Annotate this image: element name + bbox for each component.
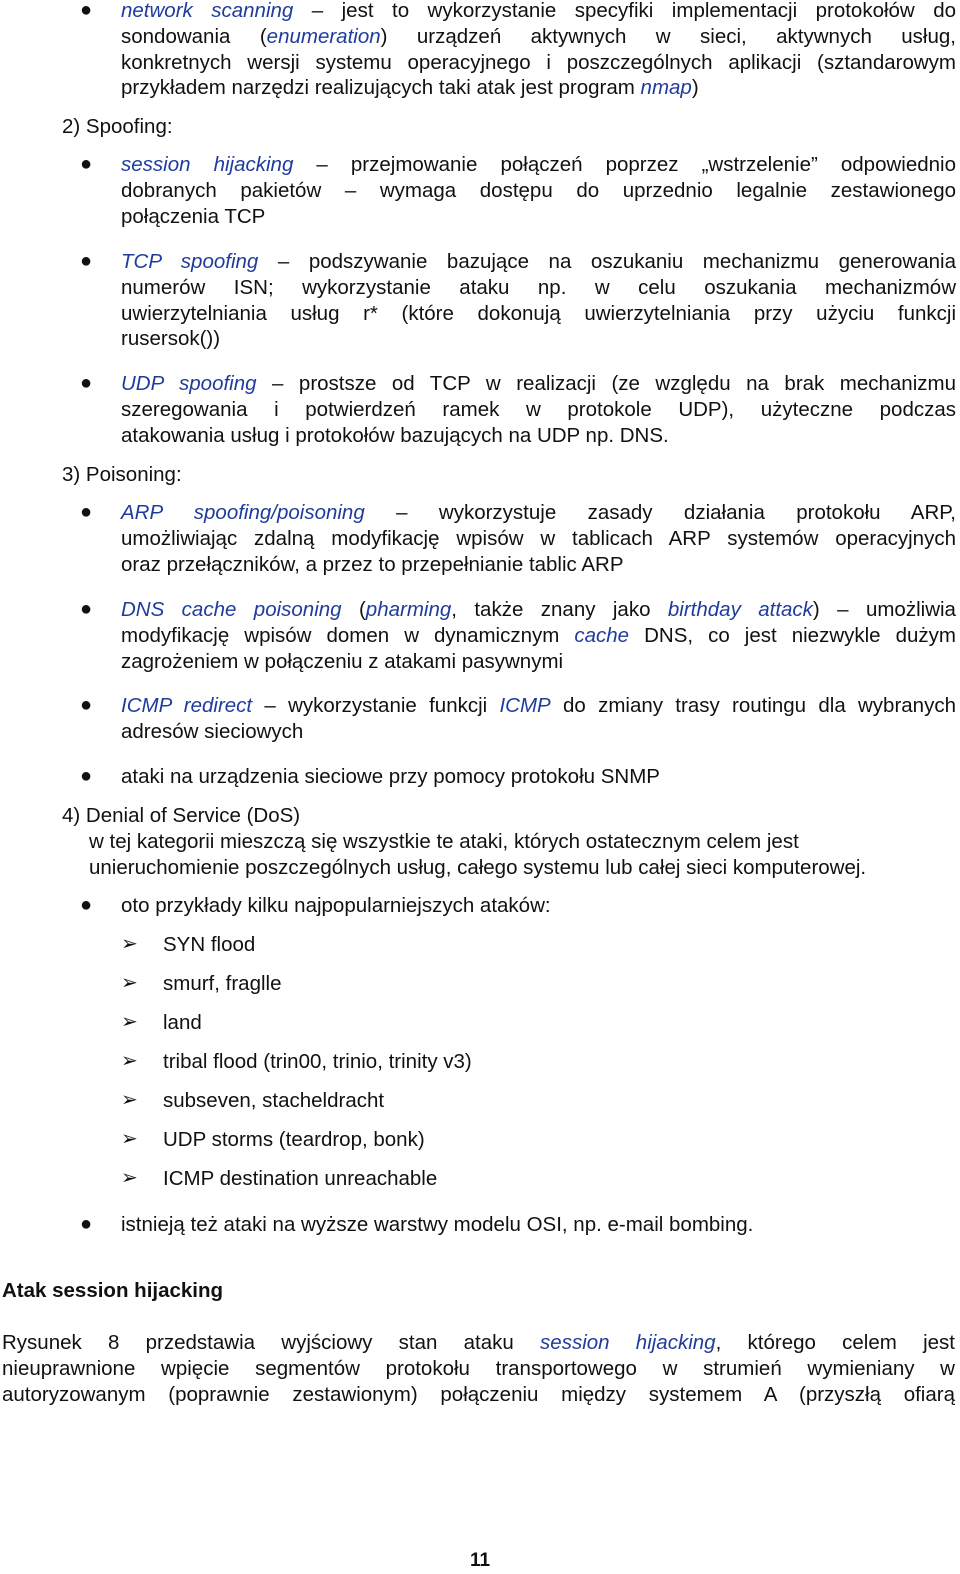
dos-description-line-2: unieruchomienie poszczególnych usług, całego systemu lub całej sieci komputerowej. xyxy=(89,856,867,879)
attack-example: tribal flood (trin00, trinio, trinity v3) xyxy=(163,1050,472,1073)
list-item-snmp: ataki na urządzenia sieciowe przy pomocy protokołu SNMP xyxy=(121,765,660,788)
attack-example: UDP storms (teardrop, bonk) xyxy=(163,1128,425,1151)
section-title: Atak session hijacking xyxy=(2,1279,224,1302)
arrow-bullet-icon: ➢ xyxy=(121,1089,138,1111)
bullet-icon: ● xyxy=(80,1213,93,1235)
list-item-arp-poisoning: ARP spoofing/poisoning – wykorzystuje zasady działania protokołu ARP, umożliwiając zdalną modyfikację wpisów w tablicach ARP systemów operacyjnych oraz przełączników, a przez to przepełnianie tablic ARP xyxy=(121,501,956,576)
attack-example: land xyxy=(163,1011,202,1034)
arrow-bullet-icon: ➢ xyxy=(121,972,138,994)
list-item-dns-cache-poisoning: DNS cache poisoning (pharming, także znany jako birthday attack) – umożliwia modyfikację wpisów domen w dynamicznym cache DNS, co jest niezwykle dużym zagrożeniem w połączeniu z atakami pasywnymi xyxy=(121,598,956,673)
arrow-bullet-icon: ➢ xyxy=(121,1128,138,1150)
list-item-session-hijacking: session hijacking – przejmowanie połączeń poprzez „wstrzelenie” odpowiednio dobranych pakietów – wymaga dostępu do uprzednio legalnie zestawionego połączenia TCP xyxy=(121,153,956,228)
bullet-icon: ● xyxy=(80,0,93,21)
section-heading-dos: 4) Denial of Service (DoS) xyxy=(62,804,301,827)
arrow-bullet-icon: ➢ xyxy=(121,1167,138,1189)
page-number: 11 xyxy=(469,1550,491,1571)
bullet-icon: ● xyxy=(80,501,93,523)
dos-description-line-1: w tej kategorii mieszczą się wszystkie te ataki, których ostatecznym celem jest xyxy=(89,830,799,853)
body-paragraph: Rysunek 8 przedstawia wyjściowy stan ataku session hijacking, którego celem jest nieuprawnione wpięcie segmentów protokołu transportowego w strumień wymieniany w autoryzowanym (poprawnie zestawionym) połączeniu między systemem A (przyszłą ofiarą xyxy=(2,1331,955,1406)
bullet-icon: ● xyxy=(80,250,93,272)
arrow-bullet-icon: ➢ xyxy=(121,1011,138,1033)
section-heading-poisoning: 3) Poisoning: xyxy=(62,463,182,486)
attack-example: ICMP destination unreachable xyxy=(163,1167,438,1190)
attack-example: SYN flood xyxy=(163,933,256,956)
bullet-icon: ● xyxy=(80,894,93,916)
bullet-icon: ● xyxy=(80,694,93,716)
arrow-bullet-icon: ➢ xyxy=(121,933,138,955)
bullet-icon: ● xyxy=(80,153,93,175)
list-item-higher-layers: istnieją też ataki na wyższe warstwy modelu OSI, np. e-mail bombing. xyxy=(121,1213,754,1236)
list-item-tcp-spoofing: TCP spoofing – podszywanie bazujące na oszukaniu mechanizmu generowania numerów ISN; wykorzystanie ataku np. w celu oszukania mechanizmów uwierzytelniania usług r* (które dokonują uwierzytelniania przy użyciu funkcji rusersok()) xyxy=(121,250,956,351)
arrow-bullet-icon: ➢ xyxy=(121,1050,138,1072)
bullet-icon: ● xyxy=(80,372,93,394)
term-network-scanning: network scanning xyxy=(121,0,294,22)
list-item-network-scanning: network scanning – jest to wykorzystanie specyfiki implementacji protokołów do sondowania (enumeration) urządzeń aktywnych w sieci, aktywnych usług, konkretnych wersji systemu operacyjnego i poszczególnych aplikacji (sztandarowym przykładem narzędzi realizujących taki atak jest program nmap) xyxy=(121,0,956,100)
attack-example: smurf, fraglle xyxy=(163,972,282,995)
section-heading-spoofing: 2) Spoofing: xyxy=(62,115,173,138)
list-item-examples-intro: oto przykłady kilku najpopularniejszych ataków: xyxy=(121,894,551,917)
list-item-udp-spoofing: UDP spoofing – prostsze od TCP w realizacji (ze względu na brak mechanizmu szeregowania i potwierdzeń ramek w protokole UDP), użyteczne podczas atakowania usług i protokołów bazujących na UDP np. DNS. xyxy=(121,372,956,447)
bullet-icon: ● xyxy=(80,765,93,787)
bullet-icon: ● xyxy=(80,598,93,620)
list-item-icmp-redirect: ICMP redirect – wykorzystanie funkcji ICMP do zmiany trasy routingu dla wybranych adresów sieciowych xyxy=(121,694,956,743)
attack-example: subseven, stacheldracht xyxy=(163,1089,385,1112)
